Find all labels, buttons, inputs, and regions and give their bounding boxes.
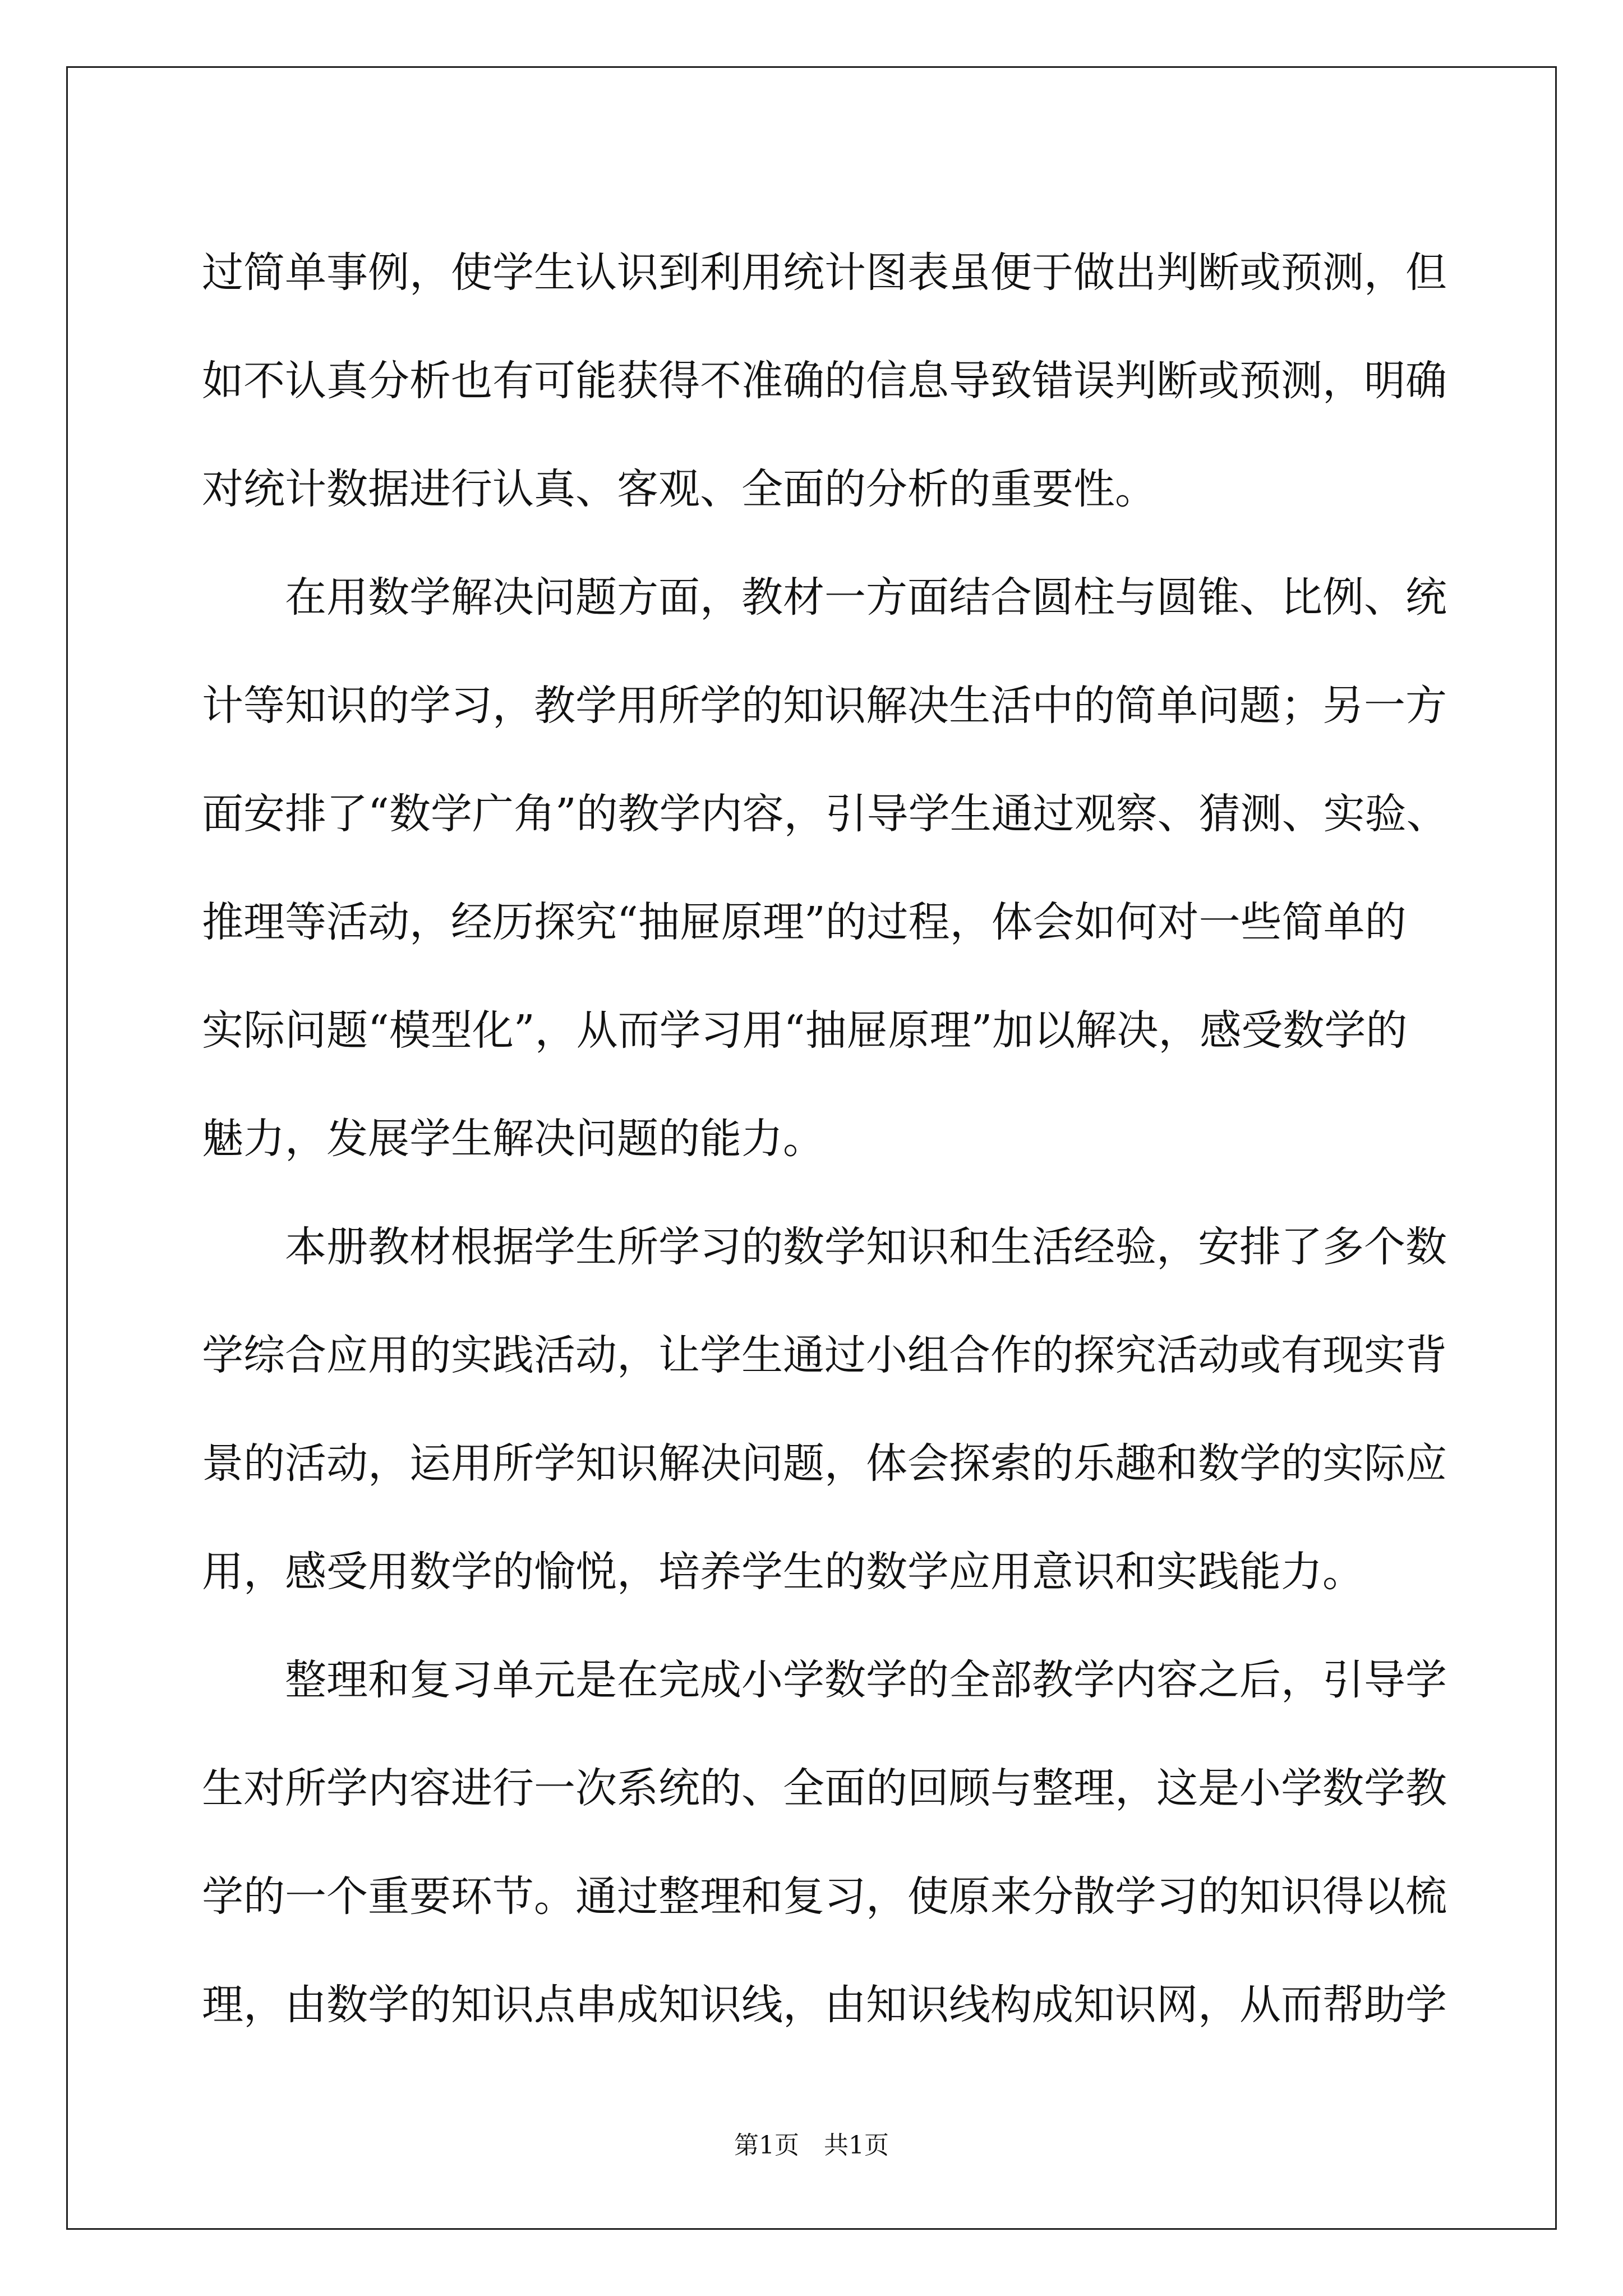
document-body — [202, 219, 1448, 2059]
paragraph-start-line: 在用数学解决问题方面，教材一方面结合圆柱与圆锥、比例、统 — [285, 573, 1447, 622]
page-number-footer: 第1页 共1页 — [734, 2131, 889, 2160]
text-line: 理，由数学的知识点串成知识线，由知识线构成知识网，从而帮助学 — [202, 1981, 1447, 2029]
paragraph-start-line: 整理和复习单元是在完成小学数学的全部教学内容之后，引导学 — [285, 1656, 1447, 1704]
text-line: 计等知识的学习，教学用所学的知识解决生活中的简单问题；另一方 — [202, 682, 1447, 730]
text-line: 对统计数据进行认真、客观、全面的分析的重要性。 — [202, 465, 1156, 513]
text-line: 推理等活动，经历探究“抽屉原理”的过程，体会如何对一些简单的 — [202, 898, 1407, 946]
text-line: 学的一个重要环节。通过整理和复习，使原来分散学习的知识得以梳 — [202, 1872, 1447, 1921]
text-line: 过简单事例，使学生认识到利用统计图表虽便于做出判断或预测，但 — [202, 249, 1447, 297]
text-line: 学综合应用的实践活动，让学生通过小组合作的探究活动或有现实背 — [202, 1331, 1447, 1379]
text-line: 实际问题“模型化”，从而学习用“抽屉原理”加以解决，感受数学的 — [202, 1006, 1408, 1055]
text-line: 生对所学内容进行一次系统的、全面的回顾与整理，这是小学数学教 — [202, 1764, 1447, 1812]
text-line: 如不认真分析也有可能获得不准确的信息导致错误判断或预测，明确 — [202, 357, 1447, 405]
text-line: 魅力，发展学生解决问题的能力。 — [202, 1115, 824, 1163]
paragraph-start-line: 本册教材根据学生所学习的数学知识和生活经验，安排了多个数 — [285, 1223, 1447, 1271]
text-line: 用，感受用数学的愉悦，培养学生的数学应用意识和实践能力。 — [202, 1548, 1364, 1596]
text-line: 景的活动，运用所学知识解决问题，体会探索的乐趣和数学的实际应 — [202, 1439, 1447, 1488]
text-line: 面安排了“数学广角”的教学内容，引导学生通过观察、猜测、实验、 — [202, 790, 1448, 838]
